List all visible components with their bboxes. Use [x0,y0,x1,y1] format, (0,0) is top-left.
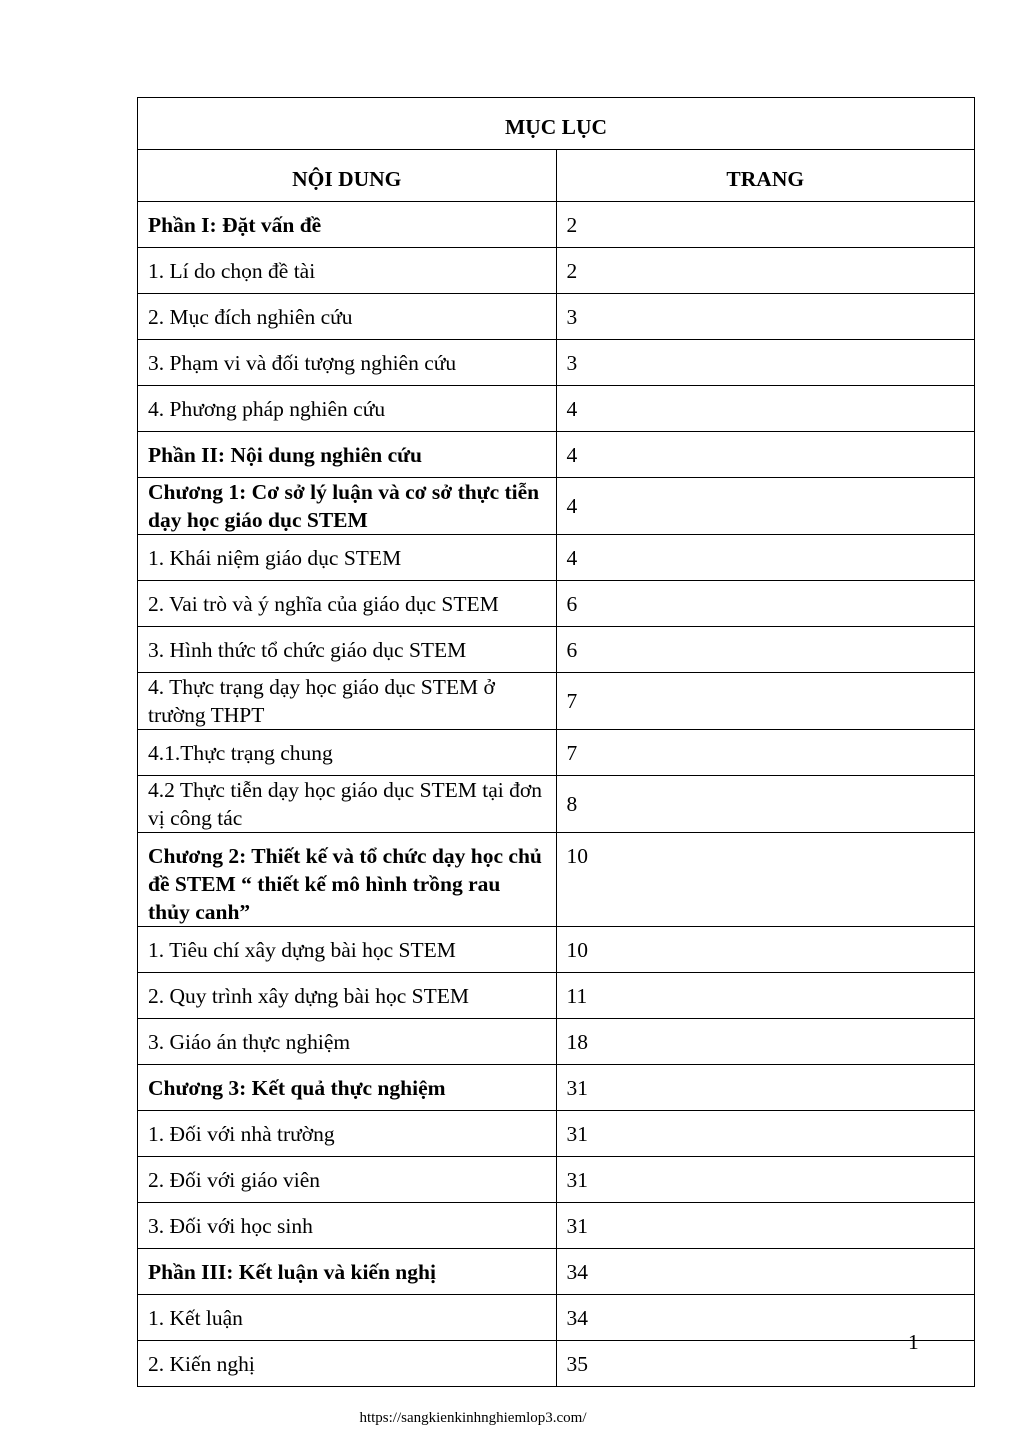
toc-entry-page: 7 [556,730,975,776]
toc-entry-title: 1. Đối với nhà trường [138,1111,557,1157]
table-of-contents [137,97,975,1387]
table-row[interactable] [138,535,975,581]
table-row[interactable] [138,627,975,673]
toc-entry-title: Phần III: Kết luận và kiến nghị [138,1249,557,1295]
table-row[interactable] [138,1249,975,1295]
table-row[interactable] [138,1019,975,1065]
toc-entry-title: 3. Giáo án thực nghiệm [138,1019,557,1065]
toc-entry-title: Phần I: Đặt vấn đề [138,202,557,248]
toc-entry-page: 3 [556,294,975,340]
toc-entry-page: 31 [556,1065,975,1111]
table-row[interactable] [138,927,975,973]
toc-entry-page: 31 [556,1157,975,1203]
footer-url[interactable]: https://sangkienkinhnghiemlop3.com/ [359,1410,587,1426]
toc-entry-title: Phần II: Nội dung nghiên cứu [138,432,557,478]
toc-entry-page: 3 [556,340,975,386]
toc-entry-page: 34 [556,1295,975,1341]
table-row[interactable] [138,1065,975,1111]
toc-entry-title: 1. Tiêu chí xây dựng bài học STEM [138,927,557,973]
header-page: TRANG [556,150,975,202]
table-row[interactable] [138,1203,975,1249]
toc-entry-title: 4.2 Thực tiễn dạy học giáo dục STEM tại đơn vị công tác [138,776,557,833]
toc-entry-page: 4 [556,386,975,432]
toc-entry-page: 35 [556,1341,975,1387]
table-row[interactable] [138,432,975,478]
toc-entry-page: 6 [556,581,975,627]
table-row[interactable] [138,581,975,627]
toc-entry-title: Chương 1: Cơ sở lý luận và cơ sở thực tiễn dạy học giáo dục STEM [138,478,557,535]
toc-entry-page: 4 [556,432,975,478]
toc-entry-title: 1. Lí do chọn đề tài [138,248,557,294]
table-row[interactable] [138,730,975,776]
table-row[interactable] [138,1295,975,1341]
toc-entry-title: 1. Khái niệm giáo dục STEM [138,535,557,581]
toc-entry-page: 18 [556,1019,975,1065]
toc-entry-page: 8 [556,776,975,833]
toc-entry-page: 2 [556,248,975,294]
table-row[interactable] [138,673,975,730]
table-row[interactable] [138,386,975,432]
table-row[interactable] [138,340,975,386]
toc-entry-title: 4. Phương pháp nghiên cứu [138,386,557,432]
table-row[interactable] [138,202,975,248]
toc-entry-title: 2. Đối với giáo viên [138,1157,557,1203]
toc-entry-title: 3. Phạm vi và đối tượng nghiên cứu [138,340,557,386]
table-row[interactable] [138,833,975,927]
table-row[interactable] [138,973,975,1019]
toc-entry-page: 11 [556,973,975,1019]
toc-body [138,98,975,1387]
toc-entry-title: 2. Mục đích nghiên cứu [138,294,557,340]
toc-entry-title: 3. Đối với học sinh [138,1203,557,1249]
toc-entry-title: 4.1.Thực trạng chung [138,730,557,776]
toc-entry-title: Chương 2: Thiết kế và tổ chức dạy học chủ đề STEM “ thiết kế mô hình trồng rau thủy canh” [138,833,557,927]
toc-entry-title: 2. Kiến nghị [138,1341,557,1387]
toc-entry-page: 4 [556,535,975,581]
toc-entry-page: 7 [556,673,975,730]
table-row[interactable] [138,294,975,340]
toc-entry-page: 4 [556,478,975,535]
toc-title-row [138,98,975,150]
toc-entry-title: Chương 3: Kết quả thực nghiệm [138,1065,557,1111]
toc-entry-page: 34 [556,1249,975,1295]
table-row[interactable] [138,1341,975,1387]
toc-entry-title: 2. Vai trò và ý nghĩa của giáo dục STEM [138,581,557,627]
toc-entry-title: 1. Kết luận [138,1295,557,1341]
toc-entry-page: 10 [556,833,975,927]
toc-entry-title: 3. Hình thức tổ chức giáo dục STEM [138,627,557,673]
table-row[interactable] [138,1111,975,1157]
header-content: NỘI DUNG [138,150,557,202]
toc-entry-page: 6 [556,627,975,673]
toc-entry-page: 31 [556,1203,975,1249]
toc-entry-page: 2 [556,202,975,248]
table-row[interactable] [138,248,975,294]
toc-header-row [138,150,975,202]
toc-entry-title: 2. Quy trình xây dựng bài học STEM [138,973,557,1019]
toc-entry-page: 10 [556,927,975,973]
table-row[interactable] [138,1157,975,1203]
toc-title: MỤC LỤC [138,98,975,150]
toc-entry-page: 31 [556,1111,975,1157]
page-number: 1 [908,1330,919,1354]
table-row[interactable] [138,776,975,833]
toc-entry-title: 4. Thực trạng dạy học giáo dục STEM ở trường THPT [138,673,557,730]
table-row[interactable] [138,478,975,535]
